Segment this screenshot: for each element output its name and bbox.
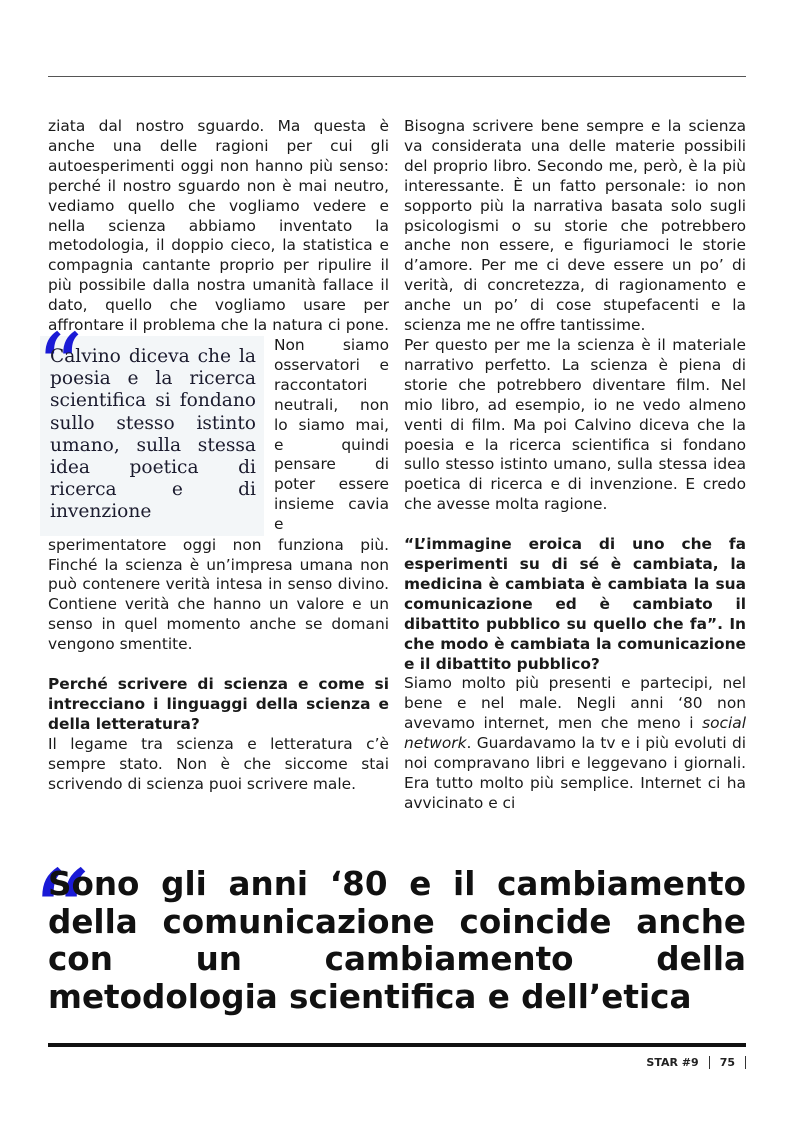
right-column: [404, 117, 746, 814]
emphasis-text: social network: [404, 714, 746, 753]
footer-divider: [709, 1056, 710, 1069]
big-quote-mark-icon: “: [30, 846, 92, 985]
body-paragraph: Bisogna scrivere bene sempre e la scienza va considerata una delle materie possibili del proprio libro. Secondo me, però, è la più interessante. È un fatto personale: io non sopporto più la narrativa basata solo sugli psicologismi o su storie che potrebbero anche non essere, e figuriamoci le storie d’amore. Per me ci deve essere un po’ di verità, di concretezza, di ragionamento e anche un po’ di cose stupefacenti e la scienza me ne offre tantissime.: [404, 117, 746, 335]
quote-mark-icon: “: [36, 314, 84, 421]
footer-divider: [745, 1056, 746, 1069]
body-paragraph: Per questo per me la scienza è il materiale narrativo perfetto. La scienza è piena di storie che potrebbero diventare film. Nel mio libro, ad esempio, io ne vedo almeno venti di film. Ma poi Calvino diceva che la poesia e la ricerca scientifica si fondano sullo stesso istinto umano, sulla stessa idea poetica di ricerca e di invenzione. E credo che avesse molta ragione.: [404, 335, 746, 514]
interview-question: “L’immagine eroica di uno che fa esperimenti su di sé è cambiata, la medicina è cambiata è cambiata la sua comunicazione ed è cambiato il dibattito pubblico su quello che fa”. In che modo è cambiata la comunicazione e il dibattito pubblico?: [404, 535, 746, 673]
pull-quote: [36, 314, 264, 536]
body-paragraph: ziata dal nostro sguardo. Ma questa è anche una delle ragioni per cui gli autoesperimenti oggi non hanno più senso: perché il nostro sguardo non è mai neutro, vediamo quello che vogliamo vedere e nella scienza abbiamo inventato la metodologia, il doppio cieco, la statistica e compagnia cantante proprio per ripulire il più possibile dalla nostra umanità fallace il dato, quello che vogliamo usare per affrontare il problema che la natura ci pone. Non siamo osservatori e raccontatori neutrali, non lo siamo mai, e quindi pensare di poter essere insieme cavia e sperimentatore oggi non funziona più. Finché la scienza è un’impresa umana non può contenere verità intesa in senso divino. Contiene verità che hanno un valore e un senso in quel momento anche se domani vengono smentite.: [48, 117, 389, 654]
page-footer: [646, 1056, 746, 1069]
interview-question: Perché scrivere di scienza e come si intrecciano i linguaggi della scienza e della letteratura?: [48, 675, 389, 733]
pull-quote-text: Calvino diceva che la poesia e la ricerca scientifica si fondano sullo stesso istinto umano, sulla stessa idea poetica di ricerca e di invenzione: [50, 346, 256, 523]
page-number: 75: [719, 1056, 735, 1069]
highlight-quote: Sono gli anni ‘80 e il cambiamento della comunicazione coincide anche con un cambiamento della metodologia scientifica e dell’etica: [48, 865, 746, 1016]
magazine-name: STAR #9: [646, 1056, 699, 1069]
bottom-rule: [48, 1043, 746, 1047]
left-column: [36, 117, 389, 795]
body-paragraph: Siamo molto più presenti e partecipi, nel bene e nel male. Negli anni ‘80 non avevamo internet, men che meno i social network. Guardavamo la tv e i più evoluti di noi compravano libri e leggevano i giornali. Era tutto molto più semplice. Internet ci ha avvicinato e ci: [404, 674, 746, 812]
body-paragraph: Il legame tra scienza e letteratura c’è sempre stato. Non è che siccome stai scrivendo di scienza puoi scrivere male.: [48, 734, 389, 793]
top-rule: [48, 76, 746, 77]
